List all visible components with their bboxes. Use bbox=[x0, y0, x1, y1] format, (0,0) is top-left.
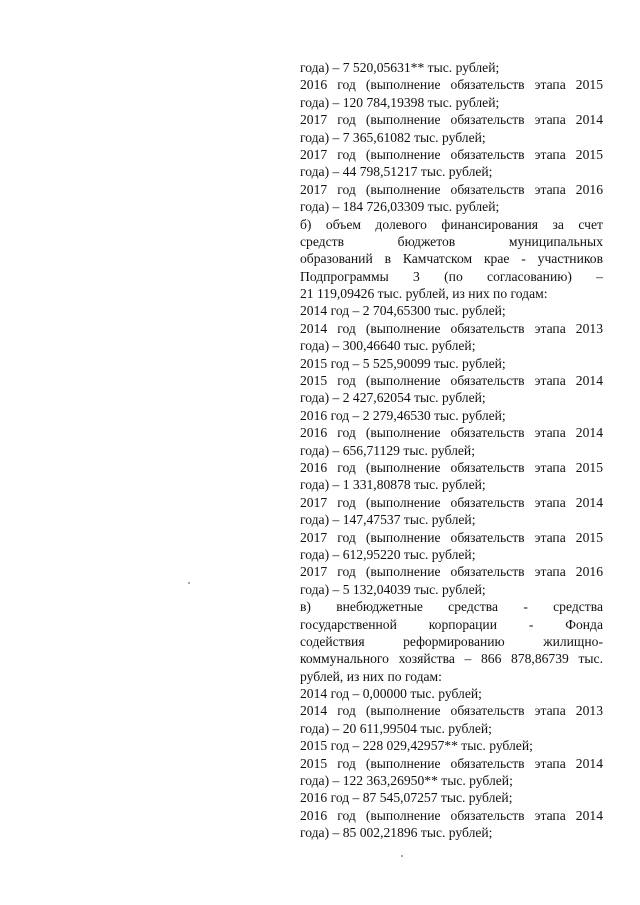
text-line: б) объем долевого финансирования за счет bbox=[300, 216, 603, 232]
text-line: рублей, из них по годам: bbox=[300, 668, 442, 684]
text-line: 2014 год (выполнение обязательств этапа 2013 bbox=[300, 703, 603, 719]
text-line: года) – 120 784,19398 тыс. рублей; bbox=[300, 94, 500, 110]
scan-speck bbox=[188, 582, 190, 584]
text-line: 2015 год – 5 525,90099 тыс. рублей; bbox=[300, 355, 506, 371]
text-line: 2016 год – 87 545,07257 тыс. рублей; bbox=[300, 790, 513, 806]
text-line: 21 119,09426 тыс. рублей, из них по годам: bbox=[300, 286, 548, 302]
text-line: 2015 год (выполнение обязательств этапа 2014 bbox=[300, 373, 603, 389]
text-line: года) – 1 331,80878 тыс. рублей; bbox=[300, 477, 486, 493]
text-line: Подпрограммы 3 (по согласованию) – bbox=[300, 268, 603, 284]
text-line: 2016 год (выполнение обязательств этапа 2015 bbox=[300, 459, 603, 475]
text-line: 2017 год (выполнение обязательств этапа 2016 bbox=[300, 564, 603, 580]
text-line: года) – 44 798,51217 тыс. рублей; bbox=[300, 164, 493, 180]
text-line: 2017 год (выполнение обязательств этапа 2014 bbox=[300, 494, 603, 510]
text-line: коммунального хозяйства – 866 878,86739 тыс. bbox=[300, 651, 603, 667]
text-line: 2015 год – 228 029,42957** тыс. рублей; bbox=[300, 738, 533, 754]
text-line: 2016 год (выполнение обязательств этапа 2014 bbox=[300, 807, 603, 823]
text-line: содействия реформированию жилищно- bbox=[300, 633, 603, 649]
text-line: года) – 5 132,04039 тыс. рублей; bbox=[300, 581, 486, 597]
text-line: года) – 184 726,03309 тыс. рублей; bbox=[300, 199, 500, 215]
text-line: года) – 147,47537 тыс. рублей; bbox=[300, 512, 476, 528]
text-line: года) – 300,46640 тыс. рублей; bbox=[300, 338, 476, 354]
text-line: 2017 год (выполнение обязательств этапа 2015 bbox=[300, 529, 603, 545]
text-line: 2016 год – 2 279,46530 тыс. рублей; bbox=[300, 407, 506, 423]
text-line: 2016 год (выполнение обязательств этапа 2014 bbox=[300, 425, 603, 441]
text-line: года) – 7 365,61082 тыс. рублей; bbox=[300, 129, 486, 145]
text-line: 2017 год (выполнение обязательств этапа 2014 bbox=[300, 112, 603, 128]
text-line: 2016 год (выполнение обязательств этапа 2015 bbox=[300, 77, 603, 93]
text-line: 2015 год (выполнение обязательств этапа 2014 bbox=[300, 755, 603, 771]
text-line: средств бюджетов муниципальных bbox=[300, 233, 603, 249]
text-column bbox=[300, 59, 603, 842]
text-line: года) – 2 427,62054 тыс. рублей; bbox=[300, 390, 486, 406]
text-line: года) – 612,95220 тыс. рублей; bbox=[300, 546, 476, 562]
text-line: 2017 год (выполнение обязательств этапа 2016 bbox=[300, 181, 603, 197]
text-line: 2017 год (выполнение обязательств этапа 2015 bbox=[300, 146, 603, 162]
text-line: 2014 год – 2 704,65300 тыс. рублей; bbox=[300, 303, 506, 319]
text-line: государственной корпорации - Фонда bbox=[300, 616, 603, 632]
text-line: 2014 год (выполнение обязательств этапа 2013 bbox=[300, 320, 603, 336]
text-line: образований в Камчатском крае - участников bbox=[300, 251, 603, 267]
scan-speck bbox=[401, 855, 403, 857]
text-line: года) – 122 363,26950** тыс. рублей; bbox=[300, 773, 513, 789]
text-line: года) – 85 002,21896 тыс. рублей; bbox=[300, 825, 493, 841]
text-line: года) – 20 611,99504 тыс. рублей; bbox=[300, 720, 492, 736]
text-line: 2014 год – 0,00000 тыс. рублей; bbox=[300, 686, 482, 702]
text-line: в) внебюджетные средства - средства bbox=[300, 599, 603, 615]
text-line: года) – 656,71129 тыс. рублей; bbox=[300, 442, 475, 458]
text-line: года) – 7 520,05631** тыс. рублей; bbox=[300, 60, 500, 75]
